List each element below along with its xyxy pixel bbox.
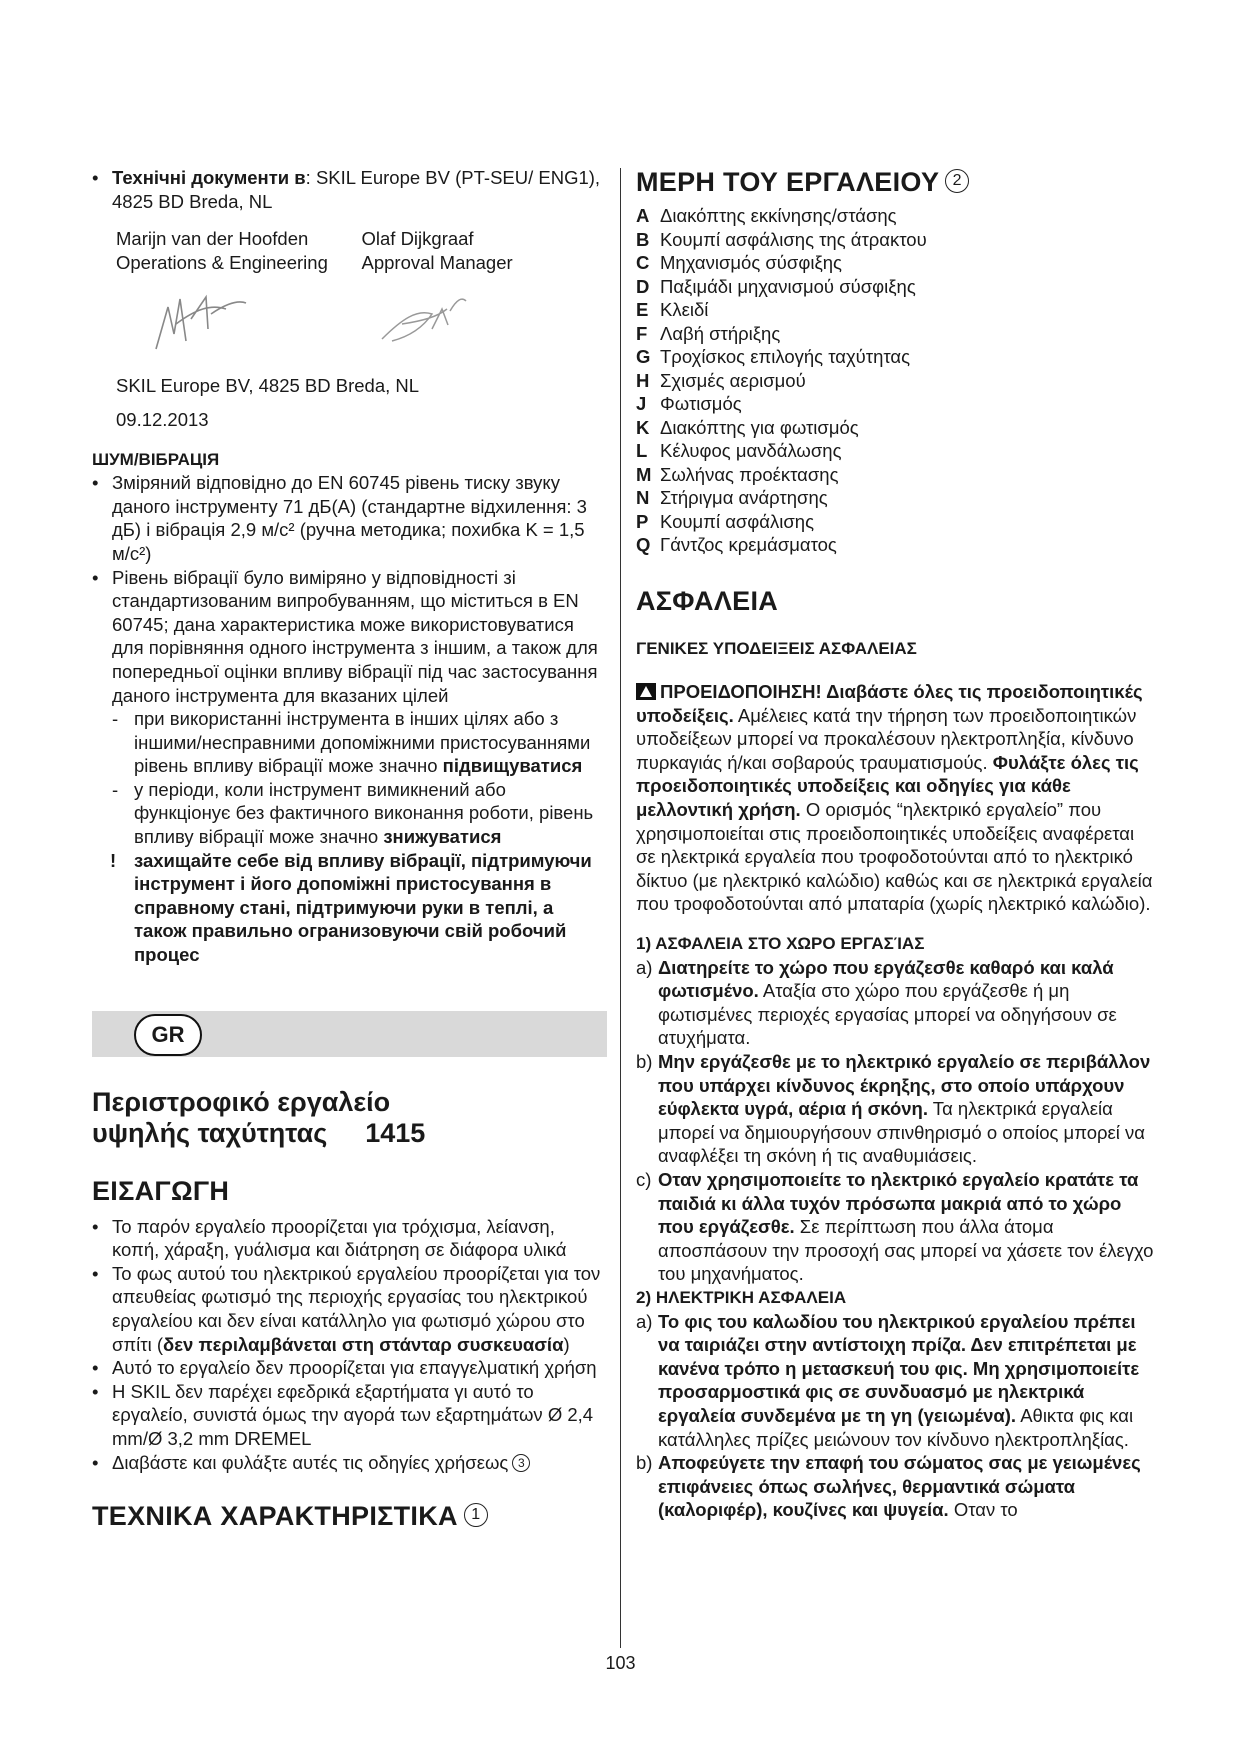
parts-heading: ΜΕΡΗ ΤΟΥ ΕΡΓΑΛΕΙΟΥ 2 xyxy=(636,166,1156,198)
page-number: 103 xyxy=(605,1653,636,1673)
list-item: M Σωλήνας προέκτασης xyxy=(636,463,839,485)
signers xyxy=(92,227,607,274)
work-area-heading: 1) ΑΣΦΑΛΕΙΑ ΣΤΟ ΧΩΡΟ ΕΡΓΑΣΊΑΣ xyxy=(636,934,925,954)
list-item: C Μηχανισμός σύσφιξης xyxy=(636,252,842,273)
list-item: Q Γάντζος κρεμάσματος xyxy=(636,534,837,555)
signer2-role: Approval Manager xyxy=(361,251,513,273)
list-item: A Διακόπτης εκκίνησης/στάσης xyxy=(636,205,897,226)
intro-bullet-3: • Αυτό το εργαλείο δεν προορίζεται για επαγγελματική χρήση xyxy=(92,1356,607,1380)
safety-heading: ΑΣΦΑΛΕΙΑ xyxy=(636,585,779,616)
company-address: SKIL Europe BV, 4825 BD Breda, NL xyxy=(116,375,420,397)
warning-icon xyxy=(636,683,656,700)
work-area-c: c) Οταν χρησιμοποιείτε το ηλεκτρικό εργαλείο κρατάτε τα παιδιά κι άλλα τυχόν πρόσωπα μακριά από το χώρο που εργάζεσθε. Σε περίπτωση που άλλα άτομα αποσπάσουν την προσοχή σας μπορεί να χάσετε τον έλεγχο του μηχανήματος. xyxy=(636,1168,1154,1285)
electrical-b: b) Αποφεύγετε την επαφή του σώματος σας με γειωμένες επιφάνειες όπως σωλήνες, θερμαντικά σώματα (καλοριφέρ), κουζίνες και ψυγεία. Οταν το xyxy=(636,1452,1141,1521)
noise-bullet-1: • Зміряний відповідно до EN 60745 рівень тиску звуку даного інструменту 71 дБ(A) (стандартне відхилення: 3 дБ) і вібрація 2,9 м/с² (ручна методика; похибка K = 1,5 м/с²) xyxy=(92,471,607,565)
intro-heading: ΕΙΣΑΓΩΓΗ xyxy=(92,1175,230,1206)
intro-bullet-5: • Διαβάστε και φυλάξτε αυτές τις οδηγίες χρήσεως 3 xyxy=(92,1451,607,1475)
language-badge: GR xyxy=(134,1014,202,1056)
date: 09.12.2013 xyxy=(116,408,209,430)
signature-2 xyxy=(362,279,608,359)
signer1-name: Marijn van der Hoofden xyxy=(116,228,309,250)
figure-ref-2: 2 xyxy=(945,169,969,193)
work-area-b: b) Μην εργάζεσθε με το ηλεκτρικό εργαλείο σε περιβάλλον που υπάρχει κίνδυνος έκρηξης, στο οποίο υπάρχουν εύφλεκτα υγρά, αέρια ή σκόνη. Τα ηλεκτρικά εργαλεία μπορεί να δημιουργήσουν σπινθηρισμό ο οποίος μπορεί να αναφλέξει τη σκόνη ή τις αναθυμιάσεις. xyxy=(636,1051,1151,1167)
list-item: J Φωτισμός xyxy=(636,393,742,414)
intro-bullet-4: • Η SKIL δεν παρέχει εφεδρικά εξαρτήματα γι αυτό το εργαλείο, συνιστά όμως την αγορά των εξαρτημάτων Ø 2,4 mm/Ø 3,2 mm DREMEL xyxy=(92,1380,607,1451)
list-item: P Κουμπί ασφάλισης xyxy=(636,510,814,532)
signer1-role: Operations & Engineering xyxy=(116,251,328,273)
tech-docs-bullet: • Технічні документи в: SKIL Europe BV (PT-SEU/ ENG1), 4825 BD Breda, NL xyxy=(92,166,607,213)
general-warning: ΠΡΟΕΙΔΟΠΟΙΗΣΗ! Διαβάστε όλες τις προειδοποιητικές υποδείξεις. Αμέλειες κατά την τήρηση των προειδοποιητικών υποδείξεων μπορεί να προκαλέσουν ηλεκτροπληξία, κίνδυνο πυρκαγιάς ή/και σοβαρούς τραυματισμούς. Φυλάξτε όλες τις προειδοποιητικές υποδείξεις και οδηγίες για κάθε μελλοντική χρήση. Ο ορισμός “ηλεκτρικό εργαλείο” που χρησιμοποιείται στις προειδοποιητικές υποδείξεις αναφέρεται σε ηλεκτρικά εργαλεία που τροφοδοτούνται από το ηλεκτρικό δίκτυο (με ηλεκτρικό καλώδιο) καθώς και σε ηλεκτρικά εργαλεία που τροφοδοτούνται από μπαταρία (χωρίς ηλεκτρικό καλώδιο). xyxy=(636,681,1153,915)
electrical-a: a) Το φις του καλωδίου του ηλεκτρικού εργαλείου πρέπει να ταιριάζει στην αντίστοιχη πρίζα. Δεν επιτρέπεται με κανένα τρόπο η μετασκευή του φις. Μη χρησιμοποιείτε προσαρμοστικά φις σε συνδυασμό με ηλεκτρικά εργαλεία συνδεμένα με τη γη (γειωμένα). Αθικτα φις και κατάλληλες πρίζες μειώνουν τον κίνδυνο ηλεκτροπληξίας. xyxy=(636,1310,1140,1450)
left-column xyxy=(92,166,607,1532)
list-item: H Σχισμές αερισμού xyxy=(636,369,806,391)
list-item: G Τροχίσκος επιλογής ταχύτητας xyxy=(636,346,911,367)
vibration-warning: ! захищайте себе від впливу вібрації, підтримуючи інструмент і його допоміжні пристосування в справному стані, підтримуючи руки в теплі, а також правильно огранизовуючи свій робочий процес xyxy=(92,849,607,967)
list-item: K Διακόπτης για φωτισμός xyxy=(636,416,859,438)
intro-bullet-1: • Το παρόν εργαλείο προορίζεται για τρόχισμα, λείανση, κοπή, χάραξη, γυάλισμα και διάτρηση σε διάφορα υλικά xyxy=(92,1215,607,1262)
language-band xyxy=(92,1011,607,1057)
electrical-heading: 2) ΗΛΕΚΤΡΙΚΗ ΑΣΦΑΛΕΙΑ xyxy=(636,1287,847,1307)
tech-heading: ΤΕΧΝΙΚΑ ΧΑΡΑΚΤΗΡΙΣΤΙΚΑ 1 xyxy=(92,1500,607,1532)
list-item: E Κλειδί xyxy=(636,299,709,320)
list-item: D Παξιμάδι μηχανισμού σύσφιξης xyxy=(636,275,916,297)
parts-list xyxy=(636,204,1156,557)
column-divider xyxy=(620,168,621,1648)
product-title: Περιστροφικό εργαλείο υψηλής ταχύτητας 1415 xyxy=(92,1086,426,1148)
list-item: L Κέλυφος μανδάλωσης xyxy=(636,440,842,461)
noise-heading: ШУМ/ВІБРАЦІЯ xyxy=(92,449,220,469)
noise-bullet-2: • Рівень вібрації було виміряно у відповідності зі стандартизованим випробуванням, що міститься в EN 60745; дана характеристика може використовуватися для порівняння одного інструмента з іншим, а також для попередньої оцінки впливу вібрації під час застосування даного інструмента для вказаних цілей xyxy=(92,566,607,708)
list-item: N Στήριγμα ανάρτησης xyxy=(636,487,828,508)
signatures xyxy=(92,274,607,364)
noise-dash-1: - при використанні інструмента в інших цілях або з іншими/несправними допоміжними пристосуваннями рівень впливу вібрації може значно підвищуватися xyxy=(92,707,607,778)
signature-1 xyxy=(116,279,362,359)
list-item: B Κουμπί ασφάλισης της άτρακτου xyxy=(636,228,927,250)
product-model: 1415 xyxy=(365,1117,426,1148)
figure-ref-3: 3 xyxy=(512,1454,530,1472)
work-area-a: a) Διατηρείτε το χώρο που εργάζεσθε καθαρό και καλά φωτισμένο. Αταξία στο χώρο που εργάζεσθε ή μη φωτισμένες περιοχές εργασίας μπορεί να οδηγήσουν σε ατυχήματα. xyxy=(636,956,1117,1049)
general-safety-heading: ΓΕΝΙΚΕΣ ΥΠΟΔΕΙΞΕΙΣ ΑΣΦΑΛΕΙΑΣ xyxy=(636,638,917,658)
figure-ref-1: 1 xyxy=(464,1503,488,1527)
noise-dash-2: - у періоди, коли інструмент вимикнений або функціонує без фактичного виконання роботи, рівень впливу вібрації може значно знижуватися xyxy=(92,778,607,849)
intro-bullet-2: • Το φως αυτού του ηλεκτρικού εργαλείου προορίζεται για τον απευθείας φωτισμό της περιοχής εργασίας του ηλεκτρικού εργαλείου και δεν είναι κατάλληλο για φωτισμό χώρου στο σπίτι (δεν περιλαμβάνεται στη στάνταρ συσκευασία) xyxy=(92,1262,607,1356)
right-column xyxy=(636,166,1156,1522)
signer2-name: Olaf Dijkgraaf xyxy=(361,228,474,250)
list-item: F Λαβή στήριξης xyxy=(636,322,781,344)
